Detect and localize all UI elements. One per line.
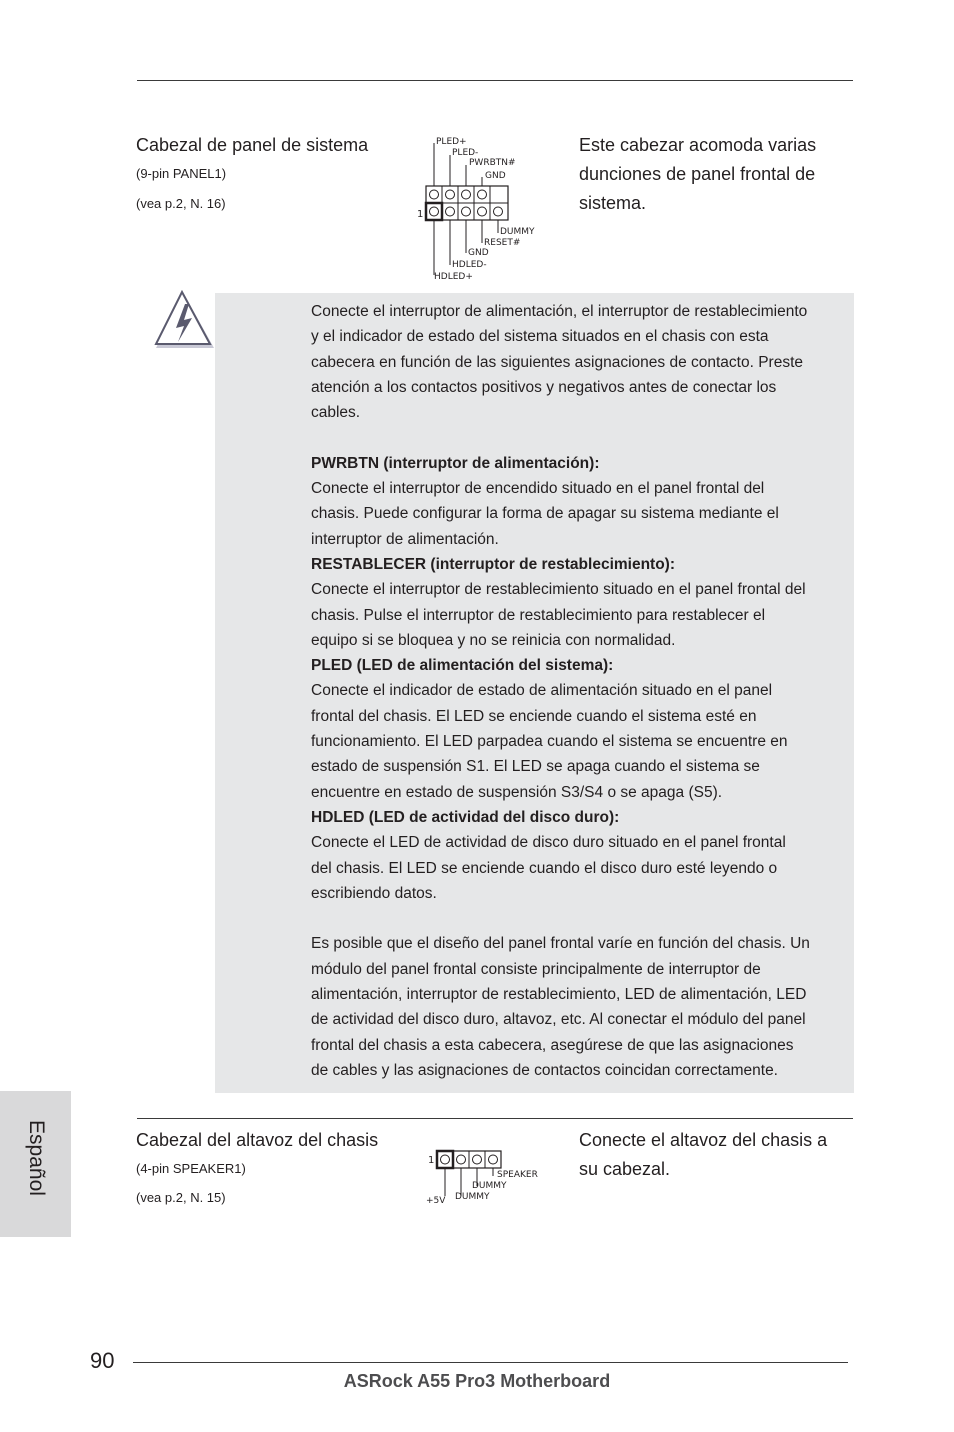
pled-line: encuentre en estado de suspensión S3/S4 o se apaga (S5). [311,783,723,801]
page-number: 90 [90,1348,115,1373]
section1-desc-line: dunciones de panel frontal de [579,164,816,184]
spacer [311,906,856,931]
panel1-pin1-label: 1 [417,209,424,220]
reset-line: chasis. Pulse el interruptor de restablecimiento para restablecer el [311,606,766,624]
section1-subtitle: (9-pin PANEL1) [136,166,227,181]
note-intro-line: Conecte el interruptor de alimentación, el interruptor de restablecimiento [311,303,808,320]
panel1-label-dummy: DUMMY [500,227,535,237]
pwrbtn-line: chasis. Puede configurar la forma de apagar su sistema mediante el [311,505,779,523]
note-intro-line: atención a los contactos positivos y negativos antes de conectar los [311,378,777,396]
panel1-label-gnd-bottom: GND [468,248,489,258]
note-outro-line: Es posible que el diseño del panel frontal varíe en función del chasis. Un [311,935,810,953]
language-side-label: Español [25,1120,48,1196]
panel1-label-gnd-top: GND [485,171,506,181]
note-outro-line: de actividad del disco duro, altavoz, etc. Al conectar el módulo del panel [311,1011,806,1029]
panel1-label-hdledminus: HDLED- [452,260,487,270]
panel1-label-pledminus: PLED- [452,148,479,158]
reset-line: Conecte el interruptor de restablecimiento situado en el panel frontal del [311,581,806,599]
section2-description [579,1126,854,1184]
speaker1-label-dummy-lower: DUMMY [455,1192,490,1202]
footer-title: ASRock A55 Pro3 Motherboard [343,1371,611,1391]
section1-title: Cabezal de panel de sistema [136,135,369,155]
section1-desc-line: sistema. [579,193,647,213]
section2-desc-line: su cabezal. [579,1159,671,1179]
note-outro-line: módulo del panel frontal consiste principalmente de interruptor de [311,960,761,978]
speaker1-pin-diagram [424,1146,554,1208]
speaker1-label-speaker: SPEAKER [497,1170,538,1180]
warning-lightning-icon [154,290,218,352]
pwrbtn-line: Conecte el interruptor de encendido situado en el panel frontal del [311,480,765,498]
section2-ref: (vea p.2, N. 15) [136,1190,226,1205]
section2-subtitle: (4-pin SPEAKER1) [136,1161,246,1176]
pled-line: Conecte el indicador de estado de alimentación situado en el panel [311,682,773,700]
pled-line: frontal del chasis. El LED se enciende cuando el sistema esté en [311,707,757,725]
reset-line: equipo si se bloquea y no se reinicia con normalidad. [311,631,676,649]
panel1-pin-diagram [412,133,547,283]
footer-rule [133,1362,848,1363]
note-outro-line: frontal del chasis a esta cabecera, asegúrese de que las asignaciones [311,1036,794,1054]
note-intro-line: cabecera en función de las siguientes asignaciones de contacto. Preste [311,353,804,371]
pled-line: funcionamiento. El LED parpadea cuando el sistema se encuentre en [311,733,788,751]
speaker1-pin1-label: 1 [428,1155,435,1166]
reset-heading: RESTABLECER (interruptor de restablecimiento): [311,555,676,573]
hdled-line: del chasis. El LED se enciende cuando el disco duro esté leyendo o [311,859,778,877]
pwrbtn-line: interruptor de alimentación. [311,530,499,548]
hdled-line: escribiendo datos. [311,884,437,902]
hdled-line: Conecte el LED de actividad de disco duro situado en el panel frontal [311,834,786,852]
hdled-heading: HDLED (LED de actividad del disco duro): [311,808,620,826]
pled-heading: PLED (LED de alimentación del sistema): [311,657,614,675]
section-divider [137,1118,853,1119]
note-outro-line: de cables y las asignaciones de contactos coincidan correctamente. [311,1061,778,1079]
section2-desc-line: Conecte el altavoz del chasis a [579,1130,828,1150]
section1-ref: (vea p.2, N. 16) [136,196,226,211]
note-intro-line: cables. [311,404,361,422]
speaker1-label-dummy-upper: DUMMY [472,1181,507,1191]
panel1-label-pledplus: PLED+ [436,137,467,147]
section1-description [579,131,854,218]
section2-title: Cabezal del altavoz del chasis [136,1130,379,1150]
pled-line: estado de suspensión S1. El LED se apaga cuando el sistema se [311,758,760,776]
note-intro-line: y el indicador de estado del sistema situados en el chasis con esta [311,328,769,346]
speaker1-label-5v: +5V [426,1196,446,1206]
panel1-label-hdledplus: HDLED+ [434,272,473,282]
spacer [311,425,856,450]
section1-desc-line: Este cabezar acomoda varias [579,135,817,155]
note-outro-line: alimentación, interruptor de restablecimiento, LED de alimentación, LED [311,986,807,1004]
pwrbtn-heading: PWRBTN (interruptor de alimentación): [311,454,600,472]
note-content [311,299,856,1083]
panel1-label-reset: RESET# [484,238,521,248]
panel1-label-pwrbtn: PWRBTN# [469,158,516,168]
top-rule [137,80,853,81]
